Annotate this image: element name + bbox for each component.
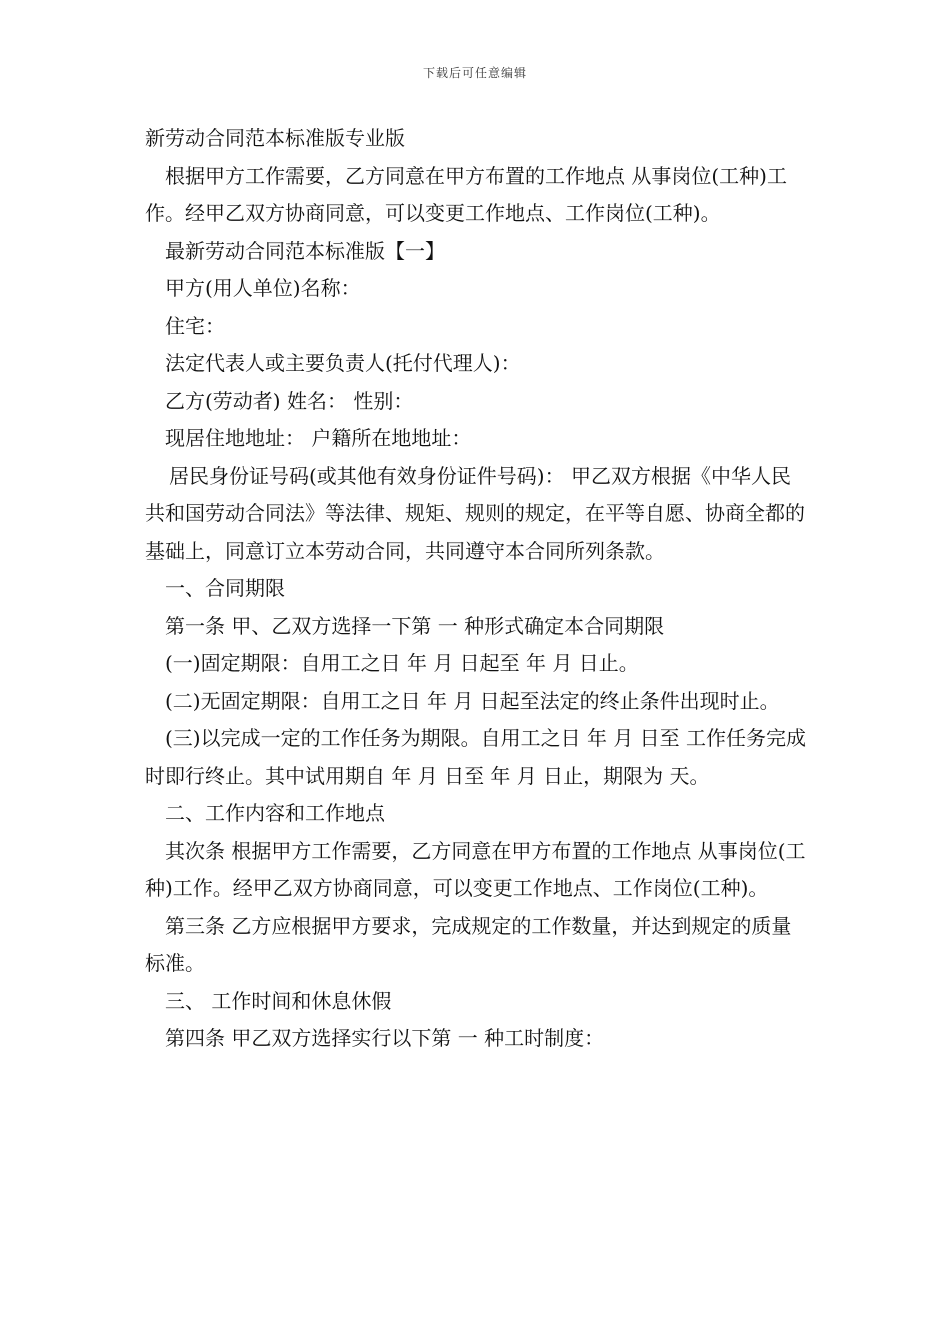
paragraph: 第三条 乙方应根据甲方要求，完成规定的工作数量，并达到规定的质量标准。 bbox=[145, 913, 792, 975]
paragraph: 甲方(用人单位)名称： bbox=[165, 276, 361, 300]
section-heading: 二、工作内容和工作地点 bbox=[165, 801, 385, 825]
page-header: 下载后可任意编辑 bbox=[422, 66, 527, 80]
paragraph: 法定代表人或主要负责人(托付代理人)： bbox=[165, 351, 521, 375]
document-title: 新劳动合同范本标准版专业版 bbox=[145, 126, 405, 150]
paragraph: 居民身份证号码(或其他有效身份证件号码)： 甲乙双方根据《中华人民共和国劳动合同法》等法律、规矩、规则的规定，在平等自愿、协商全都的基础上，同意订立本劳动合同，共同遵守本合同所列条款。 bbox=[145, 463, 805, 563]
section-heading: 最新劳动合同范本标准版【一】 bbox=[165, 238, 445, 263]
paragraph: (一)固定期限：自用工之日 年 月 日起至 年 月 日止。 bbox=[165, 651, 639, 675]
paragraph: 住宅： bbox=[165, 313, 225, 338]
paragraph: (二)无固定期限：自用工之日 年 月 日起至法定的终止条件出现时止。 bbox=[165, 688, 780, 713]
section-heading: 一、合同期限 bbox=[165, 576, 285, 600]
paragraph: 根据甲方工作需要，乙方同意在甲方布置的工作地点 从事岗位(工种)工作。经甲乙双方协商同意，可以变更工作地点、工作岗位(工种)。 bbox=[145, 163, 787, 225]
paragraph: 第四条 甲乙双方选择实行以下第 一 种工时制度： bbox=[165, 1026, 605, 1050]
paragraph: 乙方(劳动者) 姓名： 性别： bbox=[165, 388, 414, 413]
paragraph: 其次条 根据甲方工作需要，乙方同意在甲方布置的工作地点 从事岗位(工种)工作。经甲乙双方协商同意，可以变更工作地点、工作岗位(工种)。 bbox=[145, 838, 806, 900]
paragraph: 现居住地地址： 户籍所在地地址： bbox=[165, 426, 472, 450]
paragraph: 第一条 甲、乙双方选择一下第 一 种形式确定本合同期限 bbox=[165, 613, 665, 638]
document-body bbox=[145, 120, 810, 1058]
section-heading: 三、 工作时间和休息休假 bbox=[165, 988, 392, 1013]
paragraph: (三)以完成一定的工作任务为期限。自用工之日 年 月 日至 工作任务完成时即行终止。其中试用期自 年 月 日至 年 月 日止，期限为 天。 bbox=[145, 726, 807, 788]
